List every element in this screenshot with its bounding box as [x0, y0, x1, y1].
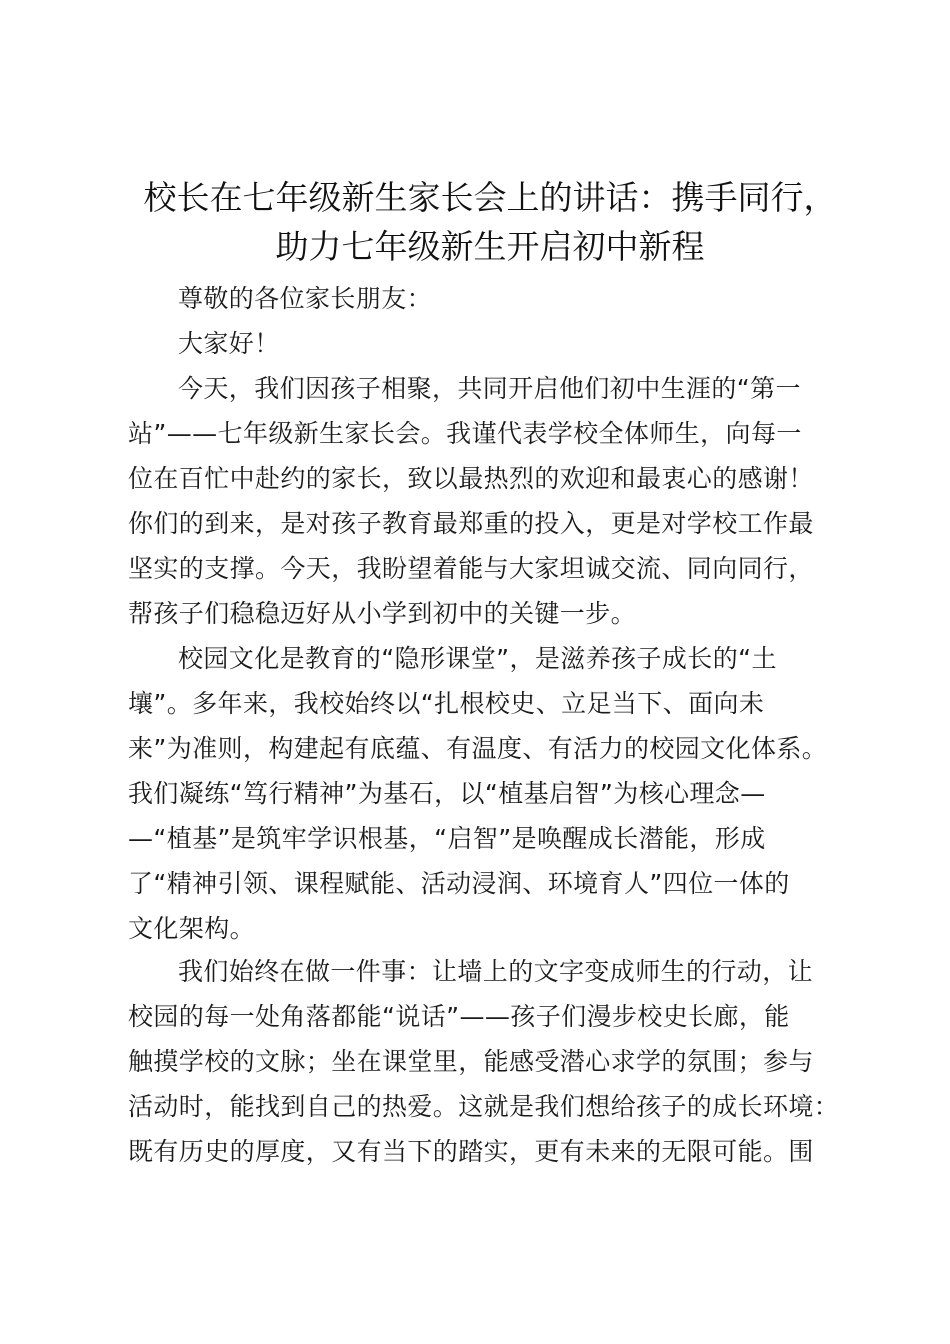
- paragraph-1: [128, 366, 838, 636]
- paragraph-line: 今天，我们因孩子相聚，共同开启他们初中生涯的“第一: [178, 374, 801, 403]
- paragraph-line: 帮孩子们稳稳迈好从小学到初中的关键一步。: [128, 599, 637, 628]
- greeting: [128, 276, 838, 321]
- salutation: [128, 321, 838, 366]
- paragraph-line: 位在百忙中赴约的家长，致以最热烈的欢迎和最衷心的感谢！: [128, 464, 814, 493]
- paragraph-line: 活动时，能找到自己的热爱。这就是我们想给孩子的成长环境：: [128, 1092, 840, 1121]
- paragraph-line: 校园文化是教育的“隐形课堂”，是滋养孩子成长的“土: [178, 644, 777, 673]
- paragraph-line: 既有历史的厚度，又有当下的踏实，更有未来的无限可能。围: [128, 1137, 814, 1166]
- paragraph-line: 我们始终在做一件事：让墙上的文字变成师生的行动，让: [178, 957, 814, 986]
- paragraph-line: 了“精神引领、课程赋能、活动浸润、环境育人”四位一体的: [128, 869, 790, 898]
- paragraph-line: 壤”。多年来，我校始终以“扎根校史、立足当下、面向未: [128, 689, 765, 718]
- paragraph-line: 你们的到来，是对孩子教育最郑重的投入，更是对学校工作最: [128, 509, 814, 538]
- paragraph-line: 坚实的支撑。今天，我盼望着能与大家坦诚交流、同向同行，: [128, 554, 814, 583]
- paragraph-line: 文化架构。: [128, 914, 256, 943]
- document-title-line-2: 助力七年级新生开启初中新程: [275, 227, 705, 266]
- paragraph-line: 我们凝练“笃行精神”为基石，以“植基启智”为核心理念—: [128, 779, 766, 808]
- paragraph-2: [128, 636, 838, 951]
- document-title-line-1: 校长在七年级新生家长会上的讲话：携手同行，: [143, 178, 837, 217]
- salutation-text: 大家好！: [178, 329, 280, 358]
- paragraph-line: 站”——七年级新生家长会。我谨代表学校全体师生，向每一: [128, 419, 802, 448]
- paragraph-line: —“植基”是筑牢学识根基，“启智”是唤醒成长潜能，形成: [128, 824, 766, 853]
- paragraph-line: 来”为准则，构建起有底蕴、有温度、有活力的校园文化体系。: [128, 734, 828, 763]
- paragraph-line: 触摸学校的文脉；坐在课堂里，能感受潜心求学的氛围；参与: [128, 1047, 814, 1076]
- paragraph-line: 校园的每一处角落都能“说话”——孩子们漫步校史长廊，能: [128, 1002, 790, 1031]
- greeting-text: 尊敬的各位家长朋友：: [178, 284, 433, 313]
- paragraph-3: [128, 949, 838, 1174]
